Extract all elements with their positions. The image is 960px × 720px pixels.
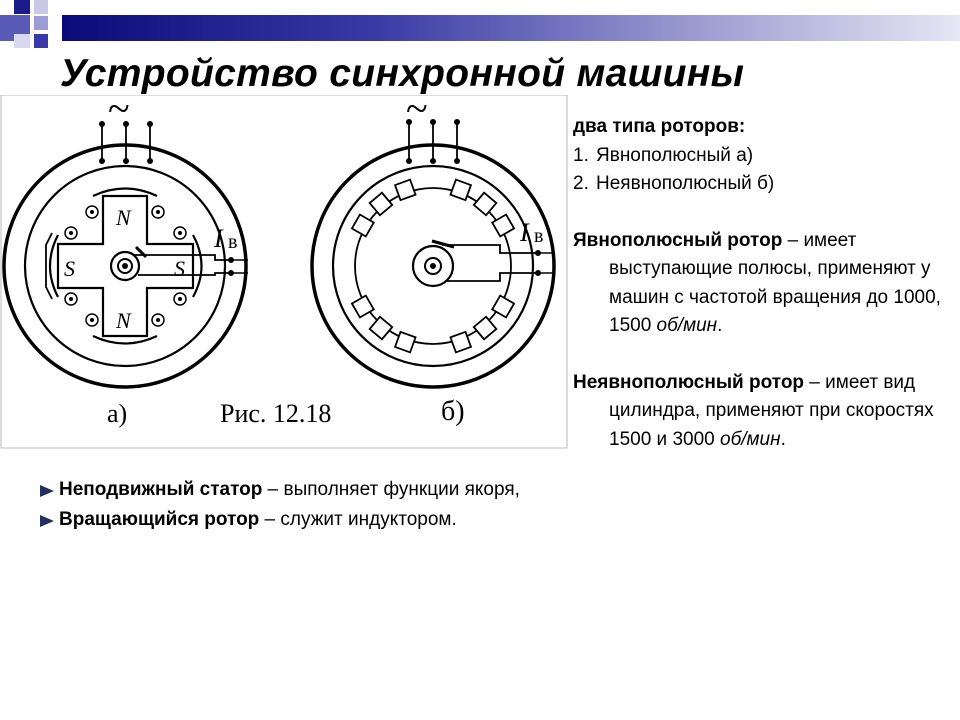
title-bar — [62, 15, 960, 41]
corner-decoration — [0, 0, 62, 60]
figure-label-a: а) — [107, 399, 128, 428]
tilde-label-b: ~ — [406, 95, 428, 131]
list-item: 2. Неявнополюсный б) — [573, 173, 775, 194]
excitation-current-a: I — [214, 224, 223, 253]
list-item: Неподвижный статор – выполняет функции якоря, — [40, 475, 560, 505]
excitation-current-b: I — [520, 218, 529, 247]
salient-pole-machine — [4, 121, 248, 387]
pole-n-bottom: N — [116, 308, 131, 333]
tilde-label-a: ~ — [108, 95, 130, 131]
figure-label-b: б) — [441, 396, 465, 427]
pole-s-right: S — [174, 256, 185, 281]
non-salient-rotor-description: Неявнополюсный ротор – имеет вид цилиндра, применяют при скоростях 1500 и 3000 об/мин. — [573, 371, 934, 450]
excitation-sub-a: в — [228, 231, 238, 253]
excitation-sub-b: в — [534, 225, 544, 247]
bullet-arrow-icon — [40, 485, 54, 497]
pole-s-left: S — [64, 256, 75, 281]
salient-rotor-description: Явнополюсный ротор – имеет выступающие полюсы, применяют у машин с частотой вращения до 1000, 1500 об/мин. — [573, 229, 941, 336]
synchronous-machine-figure — [0, 95, 568, 449]
list-item: 1. Явнополюсный а) — [573, 144, 754, 166]
list-item: Вращающийся ротор – служит индуктором. — [40, 505, 560, 535]
rotor-types-intro: два типа роторов: — [573, 116, 746, 137]
machine-parts-list — [40, 475, 560, 535]
rotor-types-text — [573, 113, 958, 454]
non-salient-pole-machine — [312, 119, 554, 387]
figure-caption: Рис. 12.18 — [220, 399, 332, 428]
pole-n-top: N — [116, 205, 131, 230]
slide-title: Устройство синхронной машины — [60, 52, 745, 95]
bullet-arrow-icon — [40, 515, 54, 527]
